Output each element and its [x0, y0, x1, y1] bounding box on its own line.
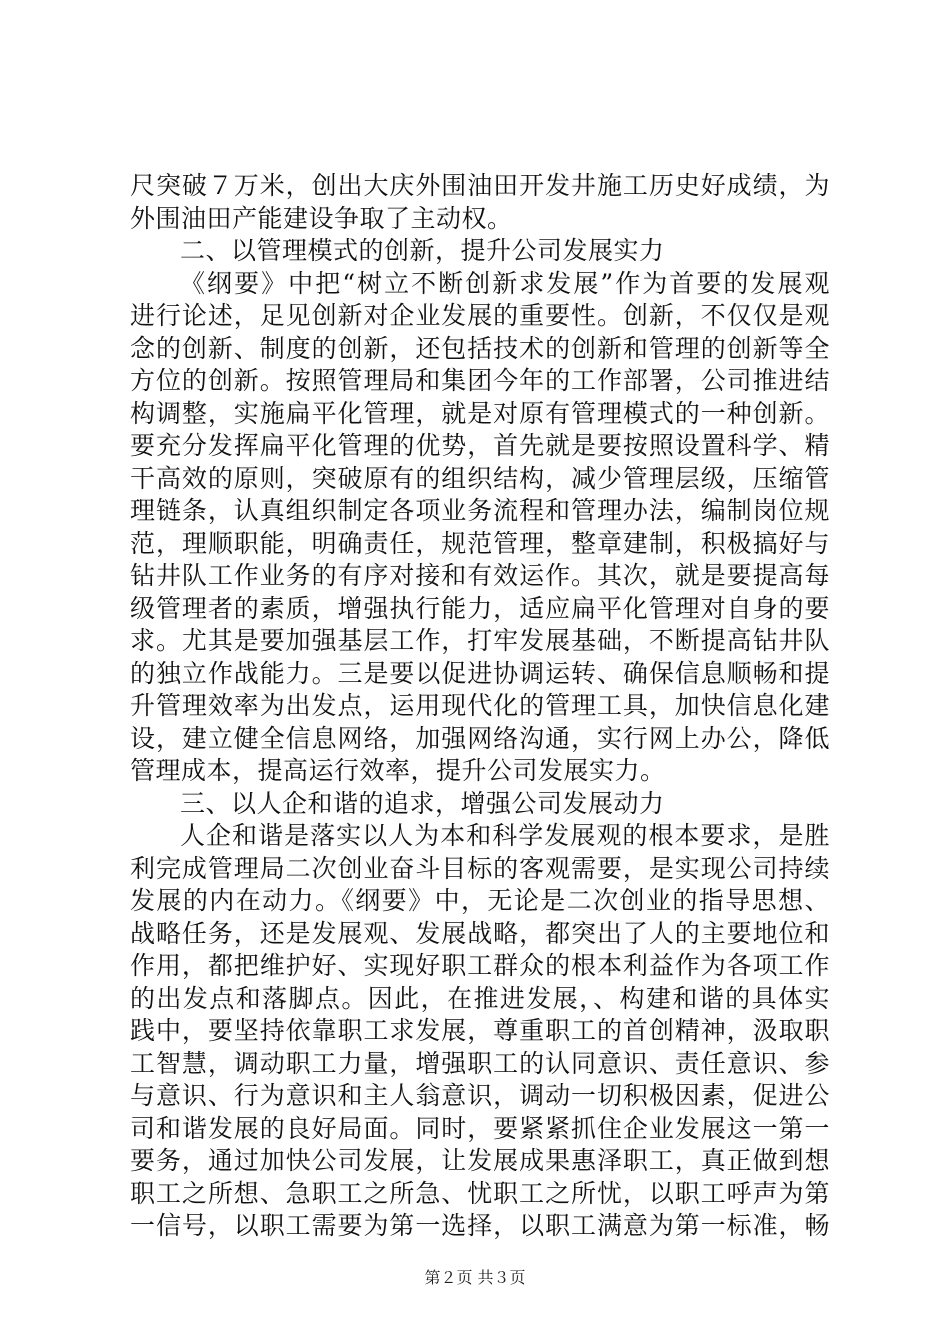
text-line: 升管理效率为出发点，运用现代化的管理工具，加快信息化建: [130, 691, 830, 720]
text-line: 利完成管理局二次创业奋斗目标的客观需要，是实现公司持续: [130, 853, 830, 883]
text-line: 一信号，以职工需要为第一选择，以职工满意为第一标准，畅: [130, 1211, 830, 1240]
paragraph: [130, 788, 830, 821]
page-footer: 第２页 共３页: [424, 1268, 526, 1287]
text-line: 求。尤其是要加强基层工作，打牢发展基础，不断提高钻井队: [130, 626, 830, 655]
document-body: [130, 170, 830, 1243]
text-line: 三、以人企和谐的追求，增强公司发展动力: [180, 788, 665, 818]
text-line: 进行论述，足见创新对企业发展的重要性。创新，不仅仅是观: [130, 301, 830, 330]
text-line: 范，理顺职能，明确责任，规范管理，整章建制，积极搞好与: [130, 528, 830, 558]
text-line: 方位的创新。按照管理局和集团今年的工作部署，公司推进结: [130, 366, 830, 395]
paragraph: [130, 235, 830, 268]
text-line: 工智慧，调动职工力量，增强职工的认同意识、责任意识、参: [130, 1048, 830, 1078]
text-line: 理链条，认真组织制定各项业务流程和管理办法，编制岗位规: [130, 496, 830, 525]
paragraph: [130, 268, 830, 788]
text-line: 管理成本，提高运行效率，提升公司发展实力。: [130, 756, 666, 785]
text-line: 设，建立健全信息网络，加强网络沟通，实行网上办公，降低: [130, 723, 830, 753]
text-line: 要充分发挥扁平化管理的优势，首先就是要按照设置科学、精: [130, 431, 830, 460]
text-line: 发展的内在动力。《纲要》中，无论是二次创业的指导思想、: [130, 886, 830, 915]
text-line: 作用，都把维护好、实现好职工群众的根本利益作为各项工作: [130, 951, 830, 980]
text-line: 的出发点和落脚点。因此，在推进发展，、构建和谐的具体实: [130, 983, 830, 1013]
text-line: 尺突破７万米，创出大庆外围油田开发井施工历史好成绩，为: [130, 171, 830, 200]
text-line: 要务，通过加快公司发展，让发展成果惠泽职工，真正做到想: [130, 1146, 830, 1175]
text-line: 构调整，实施扁平化管理，就是对原有管理模式的一种创新。: [130, 398, 830, 428]
text-line: 级管理者的素质，增强执行能力，适应扁平化管理对自身的要: [130, 593, 830, 623]
paragraph: [130, 820, 830, 1243]
text-line: 外围油田产能建设争取了主动权。: [130, 203, 513, 233]
text-line: 与意识、行为意识和主人翁意识，调动一切积极因素，促进公: [130, 1081, 830, 1110]
text-line: 二、以管理模式的创新，提升公司发展实力: [180, 236, 665, 265]
text-line: 念的创新、制度的创新，还包括技术的创新和管理的创新等全: [130, 333, 830, 363]
text-line: 职工之所想、急职工之所急、忧职工之所忧，以职工呼声为第: [130, 1178, 830, 1208]
text-line: 干高效的原则，突破原有的组织结构，减少管理层级，压缩管: [130, 463, 830, 493]
text-line: 践中，要坚持依靠职工求发展，尊重职工的首创精神，汲取职: [130, 1016, 830, 1045]
text-line: 司和谐发展的良好局面。同时，要紧紧抓住企业发展这一第一: [130, 1113, 830, 1143]
text-line: 《纲要》中把“树立不断创新求发展”作为首要的发展观: [180, 268, 830, 298]
text-line: 钻井队工作业务的有序对接和有效运作。其次，就是要提高每: [130, 561, 830, 590]
paragraph: [130, 170, 830, 235]
text-line: 人企和谐是落实以人为本和科学发展观的根本要求，是胜: [180, 821, 830, 850]
text-line: 的独立作战能力。三是要以促进协调运转、确保信息顺畅和提: [130, 658, 830, 688]
text-line: 战略任务，还是发展观、发展战略，都突出了人的主要地位和: [130, 918, 830, 948]
